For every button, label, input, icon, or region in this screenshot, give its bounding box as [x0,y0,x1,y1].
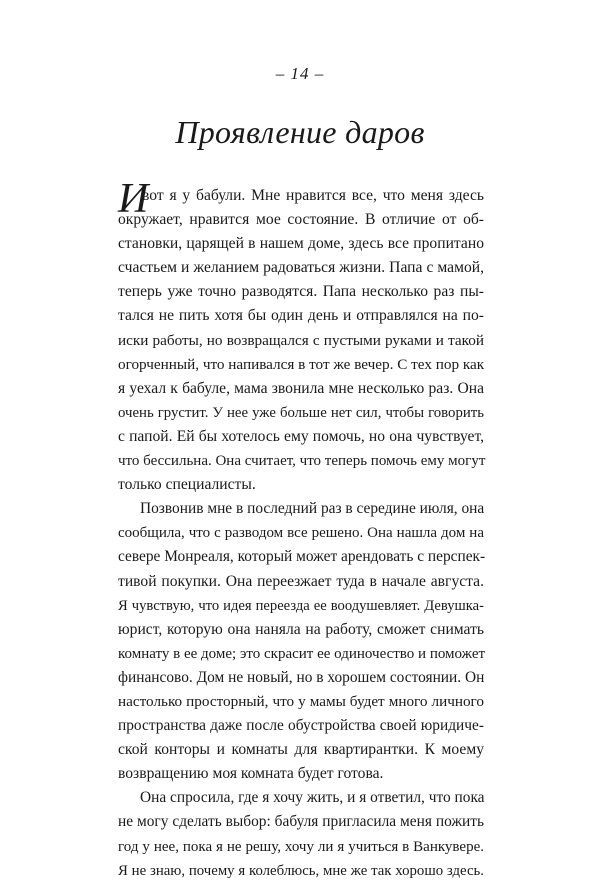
text-line: возвращению моя комната будет готова. [118,765,384,783]
text-line: счастьем и желанием радоваться жизни. Папа с мамой, [118,259,484,277]
text-line: Я не знаю, почему я колеблюсь, мне же так хорошо здесь. [118,862,484,879]
text-line: иски работы, но возвращался с пустыми руками и такой [118,331,484,349]
text-line: год у нее, пока я не решу, хочу ли я учиться в Ванкувере. [118,838,484,855]
text-line: огорченный, что напивался в тот же вечер. С тех пор как [118,355,485,373]
text-line: теперь уже точно разводятся. Папа несколько раз пы- [118,283,484,301]
text-line: Она спросила, где я хочу жить, и я ответил, что пока [140,789,485,807]
text-line: становки, царящей в нашем доме, здесь все пропитано [118,235,484,253]
text-line: сообщила, что с разводом все решено. Она нашла дом на [118,525,484,542]
text-line: не могу сделать выбор: бабуля пригласила меня пожить [118,813,484,831]
text-line: Я чувствую, что идея переезда ее воодушевляет. Девушка- [118,597,484,614]
text-line: очень грустит. У нее уже больше нет сил, чтобы говорить [118,404,484,421]
text-line: комнату в ее доме; это скрасит ее одиночество и поможет [118,645,486,662]
text-line: окружает, нравится мое состояние. В отличие от об- [118,211,484,229]
text-line: финансово. Дом не новый, но в хорошем состоянии. Он [118,668,485,686]
text-line: с папой. Ей бы хотелось ему помочь, но она чувствует, [118,427,484,445]
body-text [118,176,486,883]
text-line: юрист, которую она наняла на работу, сможет снимать [118,620,484,638]
text-line: тивой покупки. Она переезжает туда в начале августа. [118,572,484,590]
chapter-title: Проявление даров [175,114,425,150]
text-line: Позвонив мне в последний раз в середине июля, она [140,500,485,518]
text-line: И вот я у бабули. Мне нравится все, что меня здесь [118,176,484,222]
text-line: я уехал к бабуле, мама звонила мне несколько раз. Она [118,379,484,397]
drop-cap: И [118,176,149,222]
text-line: севере Монреаля, который может арендовать с перспек- [118,548,486,566]
text-line: ской конторы и комнаты для квартирантки. К моему [118,741,484,759]
text-line: тался не пить хотя бы один день и отправлялся на по- [118,307,484,325]
page-number: – 14 – [275,64,325,83]
text-line: пространства даже после обустройства своей юридиче- [118,717,484,735]
text-line: настолько просторный, что у мамы будет много личного [118,692,484,710]
text-line: только специалисты. [118,476,256,494]
text-line: что бессильна. Она считает, что теперь помочь ему могут [118,453,486,470]
